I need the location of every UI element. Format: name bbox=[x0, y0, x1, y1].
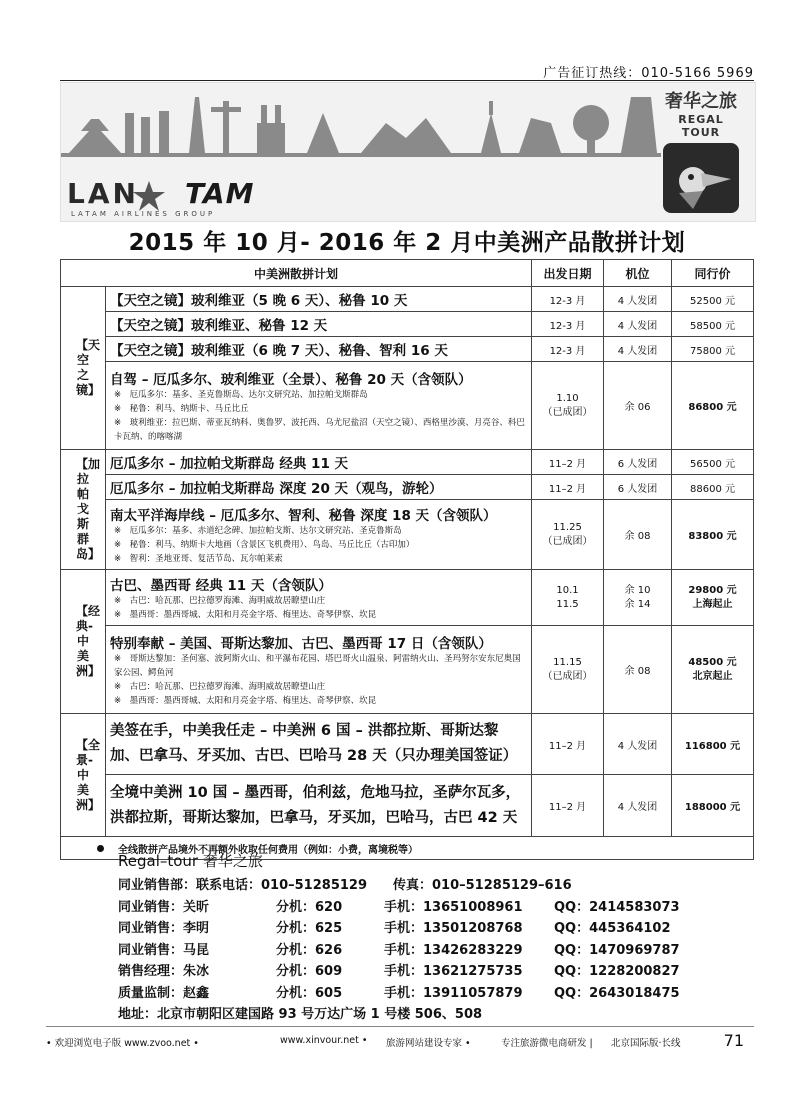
contact-qq: QQ：1470969787 bbox=[554, 942, 680, 958]
product-seats: 4 人发团 bbox=[604, 337, 672, 362]
page-number: 71 bbox=[723, 1031, 744, 1050]
product-table bbox=[60, 259, 754, 860]
landmark-skyline-illustration bbox=[61, 83, 661, 175]
dept-fax: 传真：010–51285129–616 bbox=[393, 878, 572, 893]
contact-qq: QQ：2643018475 bbox=[554, 985, 680, 1001]
contact-row bbox=[118, 896, 698, 918]
table-header-row bbox=[61, 260, 754, 287]
footer bbox=[46, 1032, 754, 1052]
product-price: 56500 元 bbox=[672, 450, 754, 475]
footer-text: 专注旅游微电商研发 | bbox=[501, 1038, 593, 1049]
product-seats: 余 08 bbox=[604, 500, 672, 570]
product-price: 83800 元 bbox=[672, 500, 754, 570]
product-note: ※ 智利：圣地亚哥、复活节岛、瓦尔帕莱索 bbox=[114, 553, 283, 564]
product-date: 1.10 （已成团） bbox=[532, 362, 604, 450]
product-price: 75800 元 bbox=[672, 337, 754, 362]
product-note: ※ 秘鲁：利马、纳斯卡大地画（含景区飞机费用）、鸟岛、马丘比丘（古印加） bbox=[114, 539, 415, 550]
table-row bbox=[61, 450, 754, 475]
category-cell bbox=[61, 287, 106, 450]
contact-row bbox=[118, 917, 698, 939]
table-row bbox=[61, 362, 754, 450]
contact-ext: 分机：609 bbox=[276, 964, 343, 979]
table-row bbox=[61, 475, 754, 500]
footer-link-zvoo[interactable]: • 欢迎浏览电子版 www.zvoo.net • bbox=[46, 1038, 199, 1049]
dept-phone: 同业销售部：联系电话：010–51285129 bbox=[118, 878, 367, 893]
category-cell bbox=[61, 714, 106, 837]
product-price: 52500 元 bbox=[672, 287, 754, 312]
product-note: ※ 秘鲁：利马、纳斯卡、马丘比丘 bbox=[114, 403, 249, 414]
product-name: 【天空之镜】玻利维亚（5 晚 6 天）、秘鲁 10 天 bbox=[106, 287, 532, 312]
footer-text: 旅游网站建设专家 • bbox=[386, 1038, 471, 1049]
product-name: 南太平洋海岸线 – 厄瓜多尔、智利、秘鲁 深度 18 天（含领队） bbox=[110, 507, 497, 524]
address: 地址：北京市朝阳区建国路 93 号万达广场 1 号楼 506、508 bbox=[118, 1007, 483, 1022]
banner bbox=[60, 82, 756, 222]
product-date: 12-3 月 bbox=[532, 337, 604, 362]
product-date: 11–2 月 bbox=[532, 450, 604, 475]
product-price: 48500 元 北京起止 bbox=[672, 626, 754, 714]
bullet-icon bbox=[97, 845, 104, 852]
footnote-text: 全线散拼产品境外不再额外收取任何费用（例如：小费，离境税等） bbox=[118, 844, 418, 856]
table-row bbox=[61, 714, 754, 775]
table-row bbox=[61, 312, 754, 337]
regal-logo-cn: 奢华之旅 bbox=[665, 91, 737, 112]
category-label: 【天空之镜】 bbox=[76, 338, 101, 397]
product-seats: 6 人发团 bbox=[604, 475, 672, 500]
contact-row bbox=[118, 982, 698, 1004]
contact-row bbox=[118, 960, 698, 982]
regal-logo-en: REGAL TOUR bbox=[678, 113, 724, 139]
header-price: 同行价 bbox=[672, 260, 754, 287]
product-cell bbox=[106, 500, 532, 570]
category-cell bbox=[61, 450, 106, 570]
contact-role: 同业销售：关昕 bbox=[118, 899, 210, 915]
product-price: 58500 元 bbox=[672, 312, 754, 337]
category-cell bbox=[61, 570, 106, 714]
table-row bbox=[61, 337, 754, 362]
product-name: 特别奉献 – 美国、哥斯达黎加、古巴、墨西哥 17 日（含领队） bbox=[110, 635, 492, 652]
product-seats: 6 人发团 bbox=[604, 450, 672, 475]
toucan-badge-icon bbox=[663, 143, 739, 213]
product-name: 【天空之镜】玻利维亚、秘鲁 12 天 bbox=[106, 312, 532, 337]
product-seats: 4 人发团 bbox=[604, 312, 672, 337]
footer-rule bbox=[46, 1026, 754, 1027]
lan-tam-airline-logo bbox=[67, 175, 367, 219]
product-seats: 4 人发团 bbox=[604, 775, 672, 837]
contact-role: 销售经理：朱冰 bbox=[118, 964, 210, 979]
product-seats: 4 人发团 bbox=[604, 714, 672, 775]
product-cell bbox=[106, 626, 532, 714]
product-seats: 余 06 bbox=[604, 362, 672, 450]
product-date: 11.25 （已成团） bbox=[532, 500, 604, 570]
contact-role: 同业销售：李明 bbox=[118, 921, 210, 936]
product-cell bbox=[106, 570, 532, 626]
product-note: ※ 哥斯达黎加：圣何塞、波阿斯火山、和平瀑布花园、塔巴哥火山温泉、阿雷纳火山、圣玛努尔安东尼奥国家公园、鳄鱼河 bbox=[114, 653, 521, 678]
product-price: 88600 元 bbox=[672, 475, 754, 500]
table-row bbox=[61, 500, 754, 570]
product-name: 厄瓜多尔 – 加拉帕戈斯群岛 深度 20 天（观鸟，游轮） bbox=[106, 475, 532, 500]
regal-tour-logo bbox=[657, 87, 745, 213]
product-note: ※ 厄瓜多尔：基多、圣克鲁斯岛、达尔文研究站、加拉帕戈斯群岛 bbox=[114, 389, 368, 400]
contact-mobile: 手机：13911057879 bbox=[384, 985, 523, 1001]
product-note: ※ 古巴：哈瓦那、巴拉德罗海滩、海明威故居瞭望山庄 bbox=[114, 681, 326, 692]
contact-qq: QQ：1228200827 bbox=[554, 964, 680, 979]
contact-ext: 分机：626 bbox=[276, 942, 343, 958]
product-name: 【天空之镜】玻利维亚（6 晚 7 天）、秘鲁、智利 16 天 bbox=[106, 337, 532, 362]
contact-ext: 分机：620 bbox=[276, 899, 343, 915]
contact-qq: QQ：2414583073 bbox=[554, 899, 680, 915]
product-name: 全境中美洲 10 国 – 墨西哥，伯利兹，危地马拉，圣萨尔瓦多，洪都拉斯，哥斯达黎加，巴拿马，牙买加，巴哈马，古巴 42 天 bbox=[106, 775, 532, 837]
page-title: 2015 年 10 月- 2016 年 2 月中美洲产品散拼计划 bbox=[128, 230, 686, 256]
product-price: 86800 元 bbox=[672, 362, 754, 450]
product-price: 188000 元 bbox=[672, 775, 754, 837]
contact-block bbox=[118, 850, 698, 1025]
dept-row bbox=[118, 874, 698, 896]
product-note: ※ 墨西哥：墨西哥城、太阳和月亮金字塔、梅里达、奇琴伊察、坎昆 bbox=[114, 695, 377, 706]
product-cell bbox=[106, 362, 532, 450]
product-price: 116800 元 bbox=[672, 714, 754, 775]
product-name: 自驾 – 厄瓜多尔、玻利维亚（全景）、秘鲁 20 天（含领队） bbox=[110, 371, 472, 388]
product-date: 12-3 月 bbox=[532, 312, 604, 337]
latam-group-text: LATAM AIRLINES GROUP bbox=[71, 210, 216, 218]
contact-qq: QQ：445364102 bbox=[554, 921, 671, 936]
contact-ext: 分机：605 bbox=[276, 985, 343, 1001]
ad-hotline: 广告征订热线：010-5166 5969 bbox=[543, 66, 754, 81]
header-date: 出发日期 bbox=[532, 260, 604, 287]
product-seats: 余 10 余 14 bbox=[604, 570, 672, 626]
contact-mobile: 手机：13621275735 bbox=[384, 964, 523, 979]
category-label: 【加拉帕戈斯群岛】 bbox=[76, 457, 101, 561]
product-date: 11.15 （已成团） bbox=[532, 626, 604, 714]
lan-logo-text: LAN bbox=[67, 177, 139, 210]
footer-link-xinvour[interactable]: www.xinvour.net • bbox=[280, 1035, 368, 1046]
header-product: 中美洲散拼计划 bbox=[61, 260, 532, 287]
table-row bbox=[61, 626, 754, 714]
category-label: 【经典-中美洲】 bbox=[76, 604, 101, 678]
product-name: 美签在手，中美我任走 – 中美洲 6 国 – 洪都拉斯、哥斯达黎加、巴拿马、牙买加、古巴、巴哈马 28 天（只办理美国签证） bbox=[106, 714, 532, 775]
header-seats: 机位 bbox=[604, 260, 672, 287]
address-row bbox=[118, 1003, 698, 1025]
product-date: 11–2 月 bbox=[532, 714, 604, 775]
contact-row bbox=[118, 939, 698, 961]
table-row bbox=[61, 570, 754, 626]
contact-mobile: 手机：13501208768 bbox=[384, 921, 523, 936]
product-name: 厄瓜多尔 – 加拉帕戈斯群岛 经典 11 天 bbox=[106, 450, 532, 475]
company-name: Regal–tour 奢华之旅 bbox=[118, 852, 263, 870]
product-date: 12-3 月 bbox=[532, 287, 604, 312]
product-price: 29800 元 上海起止 bbox=[672, 570, 754, 626]
category-label: 【全景-中美洲】 bbox=[76, 737, 101, 812]
table-row bbox=[61, 775, 754, 837]
table-row bbox=[61, 287, 754, 312]
product-date: 10.1 11.5 bbox=[532, 570, 604, 626]
product-note: ※ 墨西哥：墨西哥城、太阳和月亮金字塔、梅里达、奇琴伊察、坎昆 bbox=[114, 609, 377, 620]
footer-edition: 北京国际版·长线 bbox=[611, 1038, 681, 1049]
product-note: ※ 古巴：哈瓦那、巴拉德罗海滩、海明威故居瞭望山庄 bbox=[114, 595, 326, 606]
product-name: 古巴、墨西哥 经典 11 天（含领队） bbox=[110, 577, 332, 594]
product-seats: 4 人发团 bbox=[604, 287, 672, 312]
contact-role: 质量监制：赵鑫 bbox=[118, 985, 210, 1001]
product-date: 11–2 月 bbox=[532, 475, 604, 500]
product-seats: 余 08 bbox=[604, 626, 672, 714]
header-rule bbox=[60, 80, 754, 81]
contact-mobile: 手机：13426283229 bbox=[384, 942, 523, 958]
product-note: ※ 厄瓜多尔：基多、赤道纪念碑、加拉帕戈斯、达尔文研究站、圣克鲁斯岛 bbox=[114, 525, 402, 536]
contact-mobile: 手机：13651008961 bbox=[384, 899, 523, 915]
contact-ext: 分机：625 bbox=[276, 921, 343, 936]
toucan-icon bbox=[663, 143, 739, 213]
product-date: 11–2 月 bbox=[532, 775, 604, 837]
contact-role: 同业销售：马昆 bbox=[118, 942, 210, 958]
product-note: ※ 玻利维亚：拉巴斯、蒂亚瓦纳科、奥鲁罗、波托西、乌尤尼盐沼（天空之镜）、西格里沙漠、月亮谷、科巴卡瓦纳、的喀喀湖 bbox=[114, 417, 525, 442]
tam-logo-text: TAM bbox=[185, 177, 255, 210]
